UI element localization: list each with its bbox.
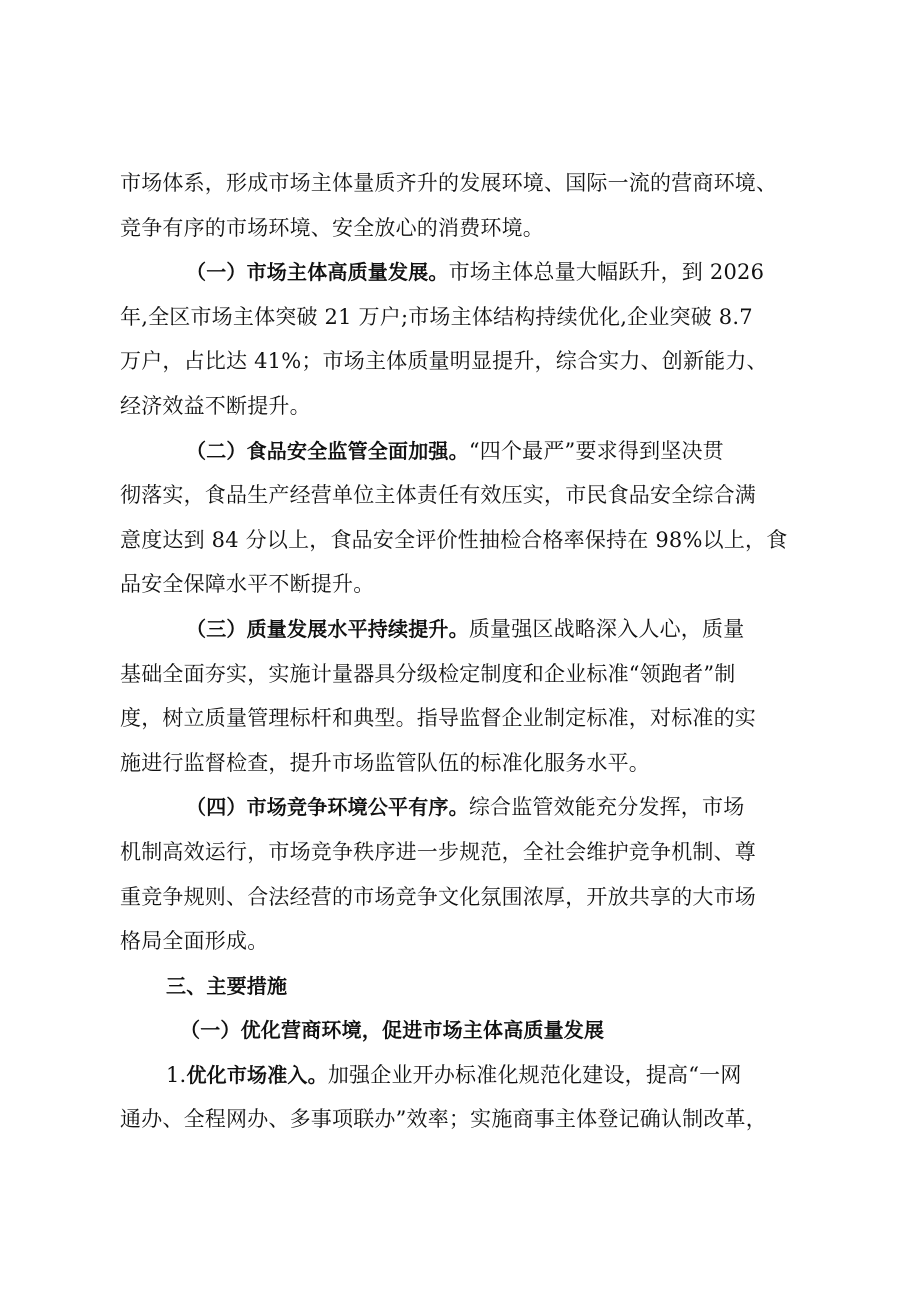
goal-2-text: “四个最严”要求得到坚决贯 [468, 438, 724, 463]
goal-2-line: 意度达到 84 分以上，食品安全评价性抽检合格率保持在 98%以上，食 [120, 527, 788, 552]
goal-1-line: 经济效益不断提升。 [120, 393, 311, 418]
measure-item-text: 加强企业开办标准化规范化建设，提高“一网 [327, 1062, 742, 1087]
goal-4-text: 综合监管效能充分发挥，市场 [468, 795, 745, 820]
measure-item-title: 优化市场准入。 [186, 1062, 328, 1087]
goal-4-line: 重竞争规则、合法经营的市场竞争文化氛围浓厚，开放共享的大市场 [120, 884, 756, 909]
measure-item-number: 1. [166, 1062, 187, 1087]
goal-1-heading: （一）市场主体高质量发展。 [186, 260, 449, 285]
goal-2-line: 彻落实，食品生产经营单位主体责任有效压实，市民食品安全综合满 [120, 483, 756, 508]
paragraph-goal-4 [120, 785, 810, 830]
goal-2-heading: （二）食品安全监管全面加强。 [186, 438, 469, 463]
goal-1-line: 年,全区市场主体突破 21 万户;市场主体结构持续优化,企业突破 8.7 [120, 304, 753, 329]
subsection-heading: （一）优化营商环境，促进市场主体高质量发展 [180, 1018, 605, 1043]
goal-4-line: 格局全面形成。 [120, 929, 269, 954]
goal-4-heading: （四）市场竞争环境公平有序。 [186, 795, 469, 820]
goal-4-line: 机制高效运行，市场竞争秩序进一步规范，全社会维护竞争机制、尊 [120, 839, 756, 864]
intro-line: 竞争有序的市场环境、安全放心的消费环境。 [120, 215, 544, 240]
goal-3-line: 基础全面夯实，实施计量器具分级检定制度和企业标准“领跑者”制 [120, 661, 736, 686]
intro-line: 市场体系，形成市场主体量质齐升的发展环境、国际一流的营商环境、 [120, 171, 778, 195]
goal-3-line: 施进行监督检查，提升市场监管队伍的标准化服务水平。 [120, 750, 650, 775]
goal-1-line: 万户，占比达 41%；市场主体质量明显提升，综合实力、创新能力、 [120, 349, 768, 374]
section-heading: 三、主要措施 [166, 973, 288, 998]
measure-item-line: 通办、全程网办、多事项联办”效率；实施商事主体登记确认制改革， [120, 1107, 767, 1132]
measure-item-1 [120, 1053, 810, 1098]
goal-3-text: 质量强区战略深入人心，质量 [468, 616, 745, 641]
goal-1-text: 市场主体总量大幅跃升，到 2026 [448, 260, 765, 285]
paragraph-goal-1 [120, 250, 810, 295]
goal-2-line: 品安全保障水平不断提升。 [120, 572, 375, 597]
document-body [120, 161, 810, 1142]
goal-3-line: 度，树立质量管理标杆和典型。指导监督企业制定标准，对标准的实 [120, 706, 756, 731]
goal-3-heading: （三）质量发展水平持续提升。 [186, 616, 469, 641]
paragraph-goal-3 [120, 607, 810, 652]
paragraph-goal-2 [120, 429, 810, 474]
